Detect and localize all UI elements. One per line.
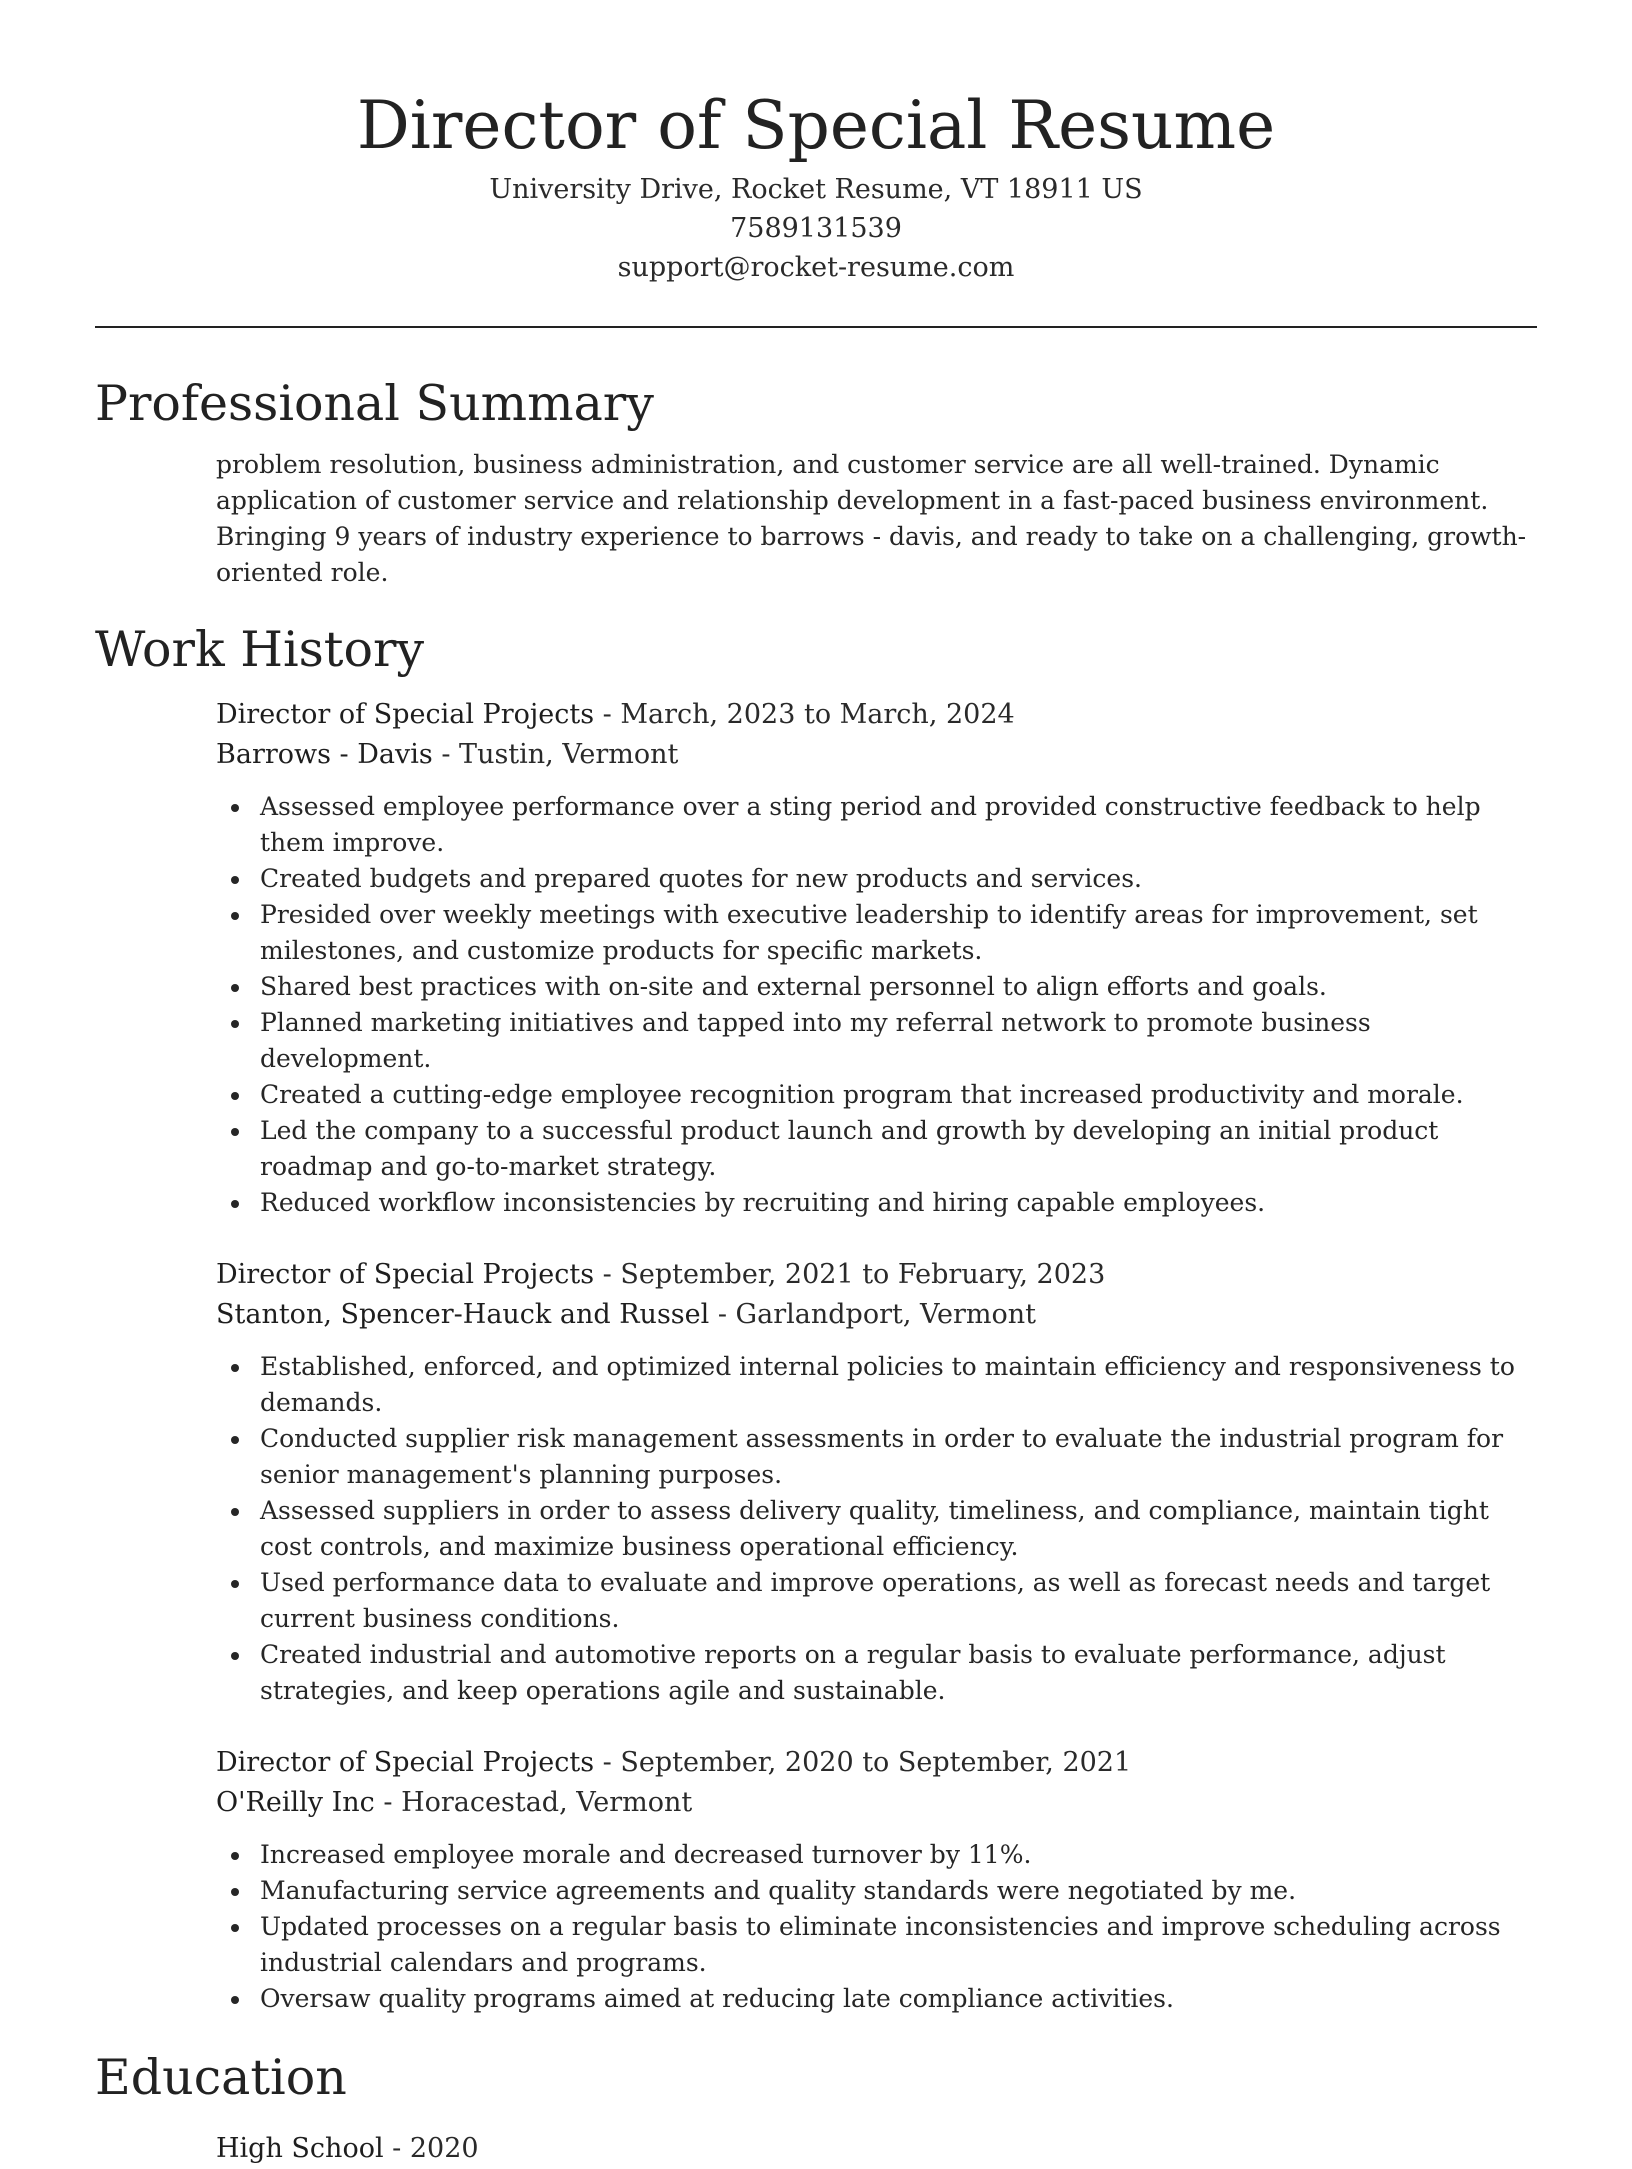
bullet-item: Updated processes on a regular basis to eliminate inconsistencies and improve scheduling across industrial calendars and programs. xyxy=(260,1909,1537,1981)
job-dates: - March, 2023 to March, 2024 xyxy=(594,699,1015,730)
bullet-item: Conducted supplier risk management assessments in order to evaluate the industrial program for senior management's planning purposes. xyxy=(260,1421,1537,1493)
resume-page xyxy=(95,0,1537,2169)
bullet-item: Created budgets and prepared quotes for new products and services. xyxy=(260,861,1537,897)
education-entry xyxy=(216,2129,1537,2169)
job-company-line xyxy=(216,735,1537,775)
bullet-item: Shared best practices with on-site and external personnel to align efforts and goals. xyxy=(260,969,1537,1005)
education-list xyxy=(95,2129,1537,2169)
contact-email: support@rocket-resume.com xyxy=(617,252,1015,283)
bullet-item: Reduced workflow inconsistencies by recruiting and hiring capable employees. xyxy=(260,1185,1537,1221)
summary-heading: Professional Summary xyxy=(95,375,654,432)
job-title-line xyxy=(216,695,1537,735)
education-heading: Education xyxy=(95,2049,347,2106)
job-entry xyxy=(216,695,1537,1221)
bullet-item: Increased employee morale and decreased turnover by 11%. xyxy=(260,1837,1537,1873)
bullet-item: Created a cutting-edge employee recognition program that increased productivity and morale. xyxy=(260,1077,1537,1113)
header-divider xyxy=(95,326,1537,328)
job-company: Barrows - Davis xyxy=(216,739,433,770)
resume-name: Director of Special Resume xyxy=(356,87,1276,164)
bullet-item: Presided over weekly meetings with executive leadership to identify areas for improvement, set milestones, and customize products for specific markets. xyxy=(260,897,1537,969)
bullet-item: Assessed employee performance over a sting period and provided constructive feedback to help them improve. xyxy=(260,789,1537,861)
job-dates: - September, 2020 to September, 2021 xyxy=(594,1747,1132,1778)
bullet-item: Planned marketing initiatives and tapped into my referral network to promote business development. xyxy=(260,1005,1537,1077)
job-bullets xyxy=(216,1349,1537,1709)
bullet-item: Created industrial and automotive reports on a regular basis to evaluate performance, adjust strategies, and keep operations agile and sustainable. xyxy=(260,1637,1537,1709)
job-role: Director of Special Projects xyxy=(216,699,595,730)
job-entry xyxy=(216,1255,1537,1709)
bullet-item: Manufacturing service agreements and quality standards were negotiated by me. xyxy=(260,1873,1537,1909)
job-dates: - September, 2021 to February, 2023 xyxy=(594,1259,1106,1290)
bullet-item: Assessed suppliers in order to assess delivery quality, timeliness, and compliance, maintain tight cost controls, and maximize business operational efficiency. xyxy=(260,1493,1537,1565)
work-history-list xyxy=(95,695,1537,2017)
summary-text: problem resolution, business administration, and customer service are all well-trained. Dynamic application of customer service and relationship development in a fast-paced business environment. Bringing 9 years of industry experience to barrows - davis, and ready to take on a challenging, growth-oriented role. xyxy=(216,450,1527,587)
job-location: - Garlandport, Vermont xyxy=(709,1299,1036,1330)
bullet-item: Oversaw quality programs aimed at reducing late compliance activities. xyxy=(260,1981,1537,2017)
job-title-line xyxy=(216,1743,1537,1783)
job-role: Director of Special Projects xyxy=(216,1747,595,1778)
bullet-item: Established, enforced, and optimized internal policies to maintain efficiency and responsiveness to demands. xyxy=(260,1349,1537,1421)
bullet-item: Led the company to a successful product launch and growth by developing an initial product roadmap and go-to-market strategy. xyxy=(260,1113,1537,1185)
job-company-line xyxy=(216,1295,1537,1335)
contact-address: University Drive, Rocket Resume, VT 18911 US xyxy=(489,174,1143,205)
job-company: O'Reilly Inc xyxy=(216,1787,375,1818)
education-degree: High School xyxy=(216,2133,384,2164)
job-entry xyxy=(216,1743,1537,2017)
contact-phone: 7589131539 xyxy=(730,213,902,244)
job-company-line xyxy=(216,1783,1537,1823)
job-bullets xyxy=(216,789,1537,1221)
work-history-heading: Work History xyxy=(95,621,425,678)
education-year: - 2020 xyxy=(383,2133,479,2164)
job-bullets xyxy=(216,1837,1537,2017)
job-location: - Tustin, Vermont xyxy=(432,739,679,770)
job-role: Director of Special Projects xyxy=(216,1259,595,1290)
job-title-line xyxy=(216,1255,1537,1295)
bullet-item: Used performance data to evaluate and improve operations, as well as forecast needs and target current business conditions. xyxy=(260,1565,1537,1637)
resume-header xyxy=(95,0,1537,287)
job-company: Stanton, Spencer-Hauck and Russel xyxy=(216,1299,710,1330)
job-location: - Horacestad, Vermont xyxy=(374,1787,693,1818)
